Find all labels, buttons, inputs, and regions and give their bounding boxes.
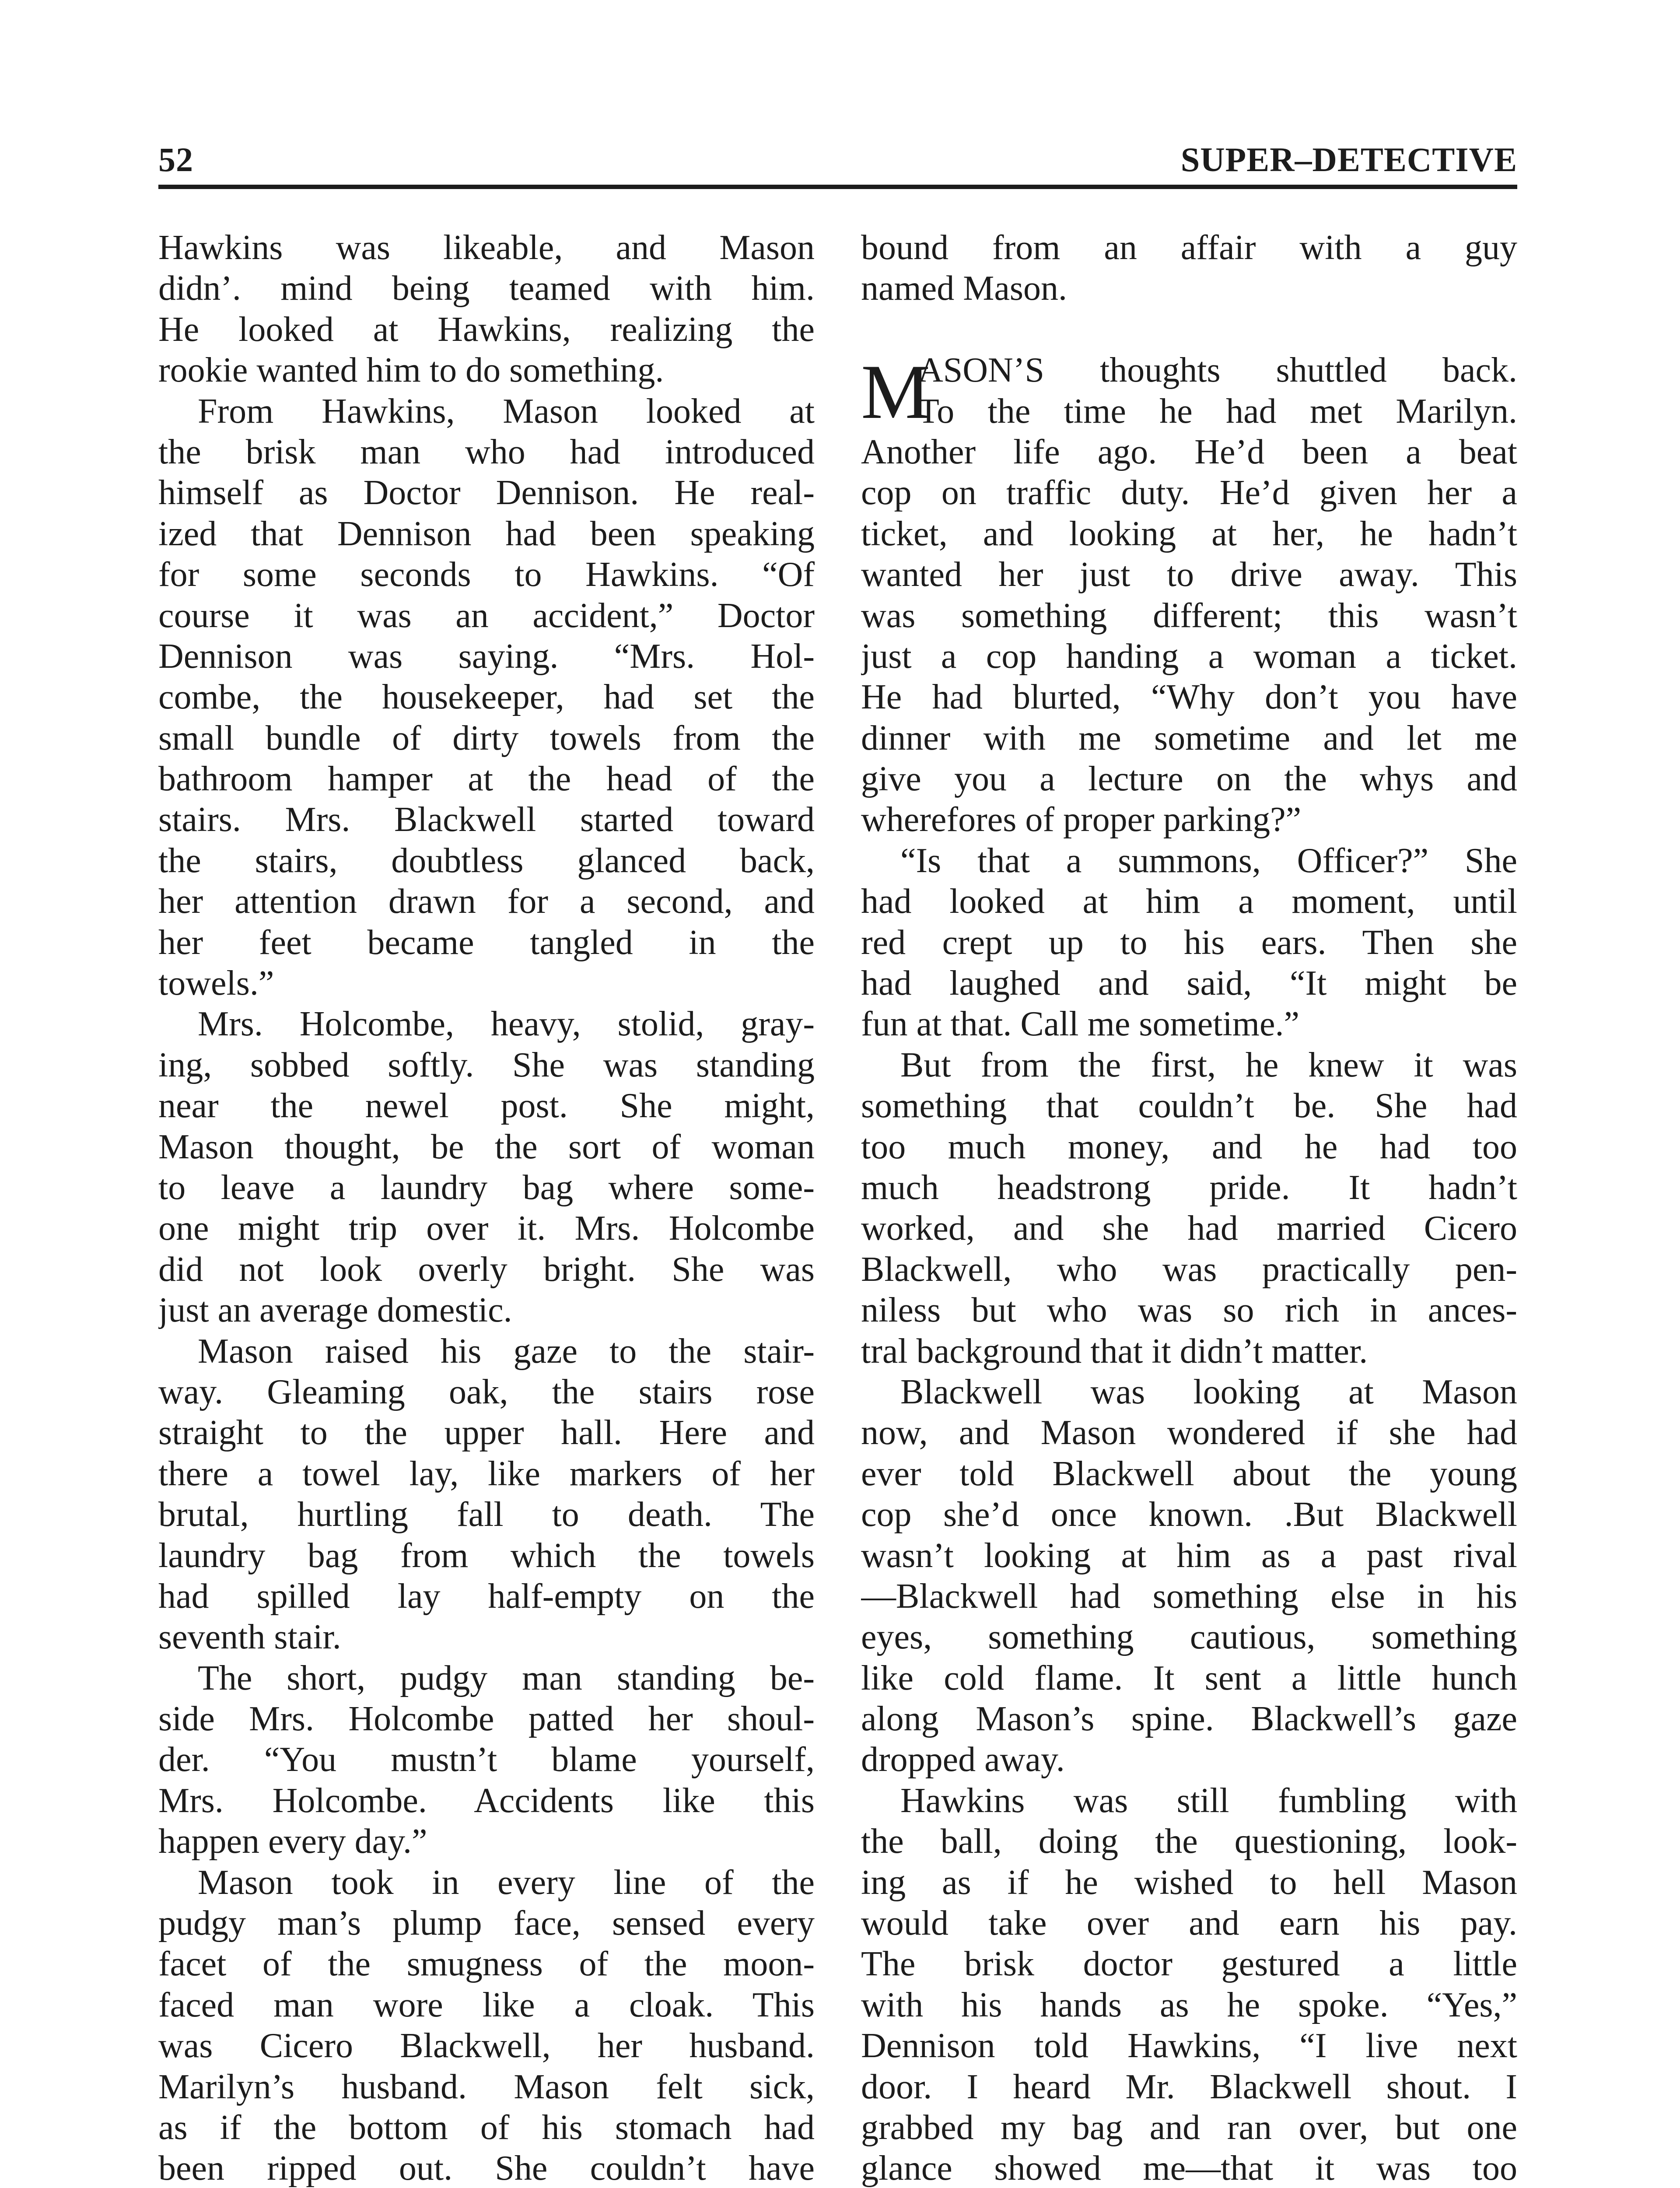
text-line: To the time he had met Marilyn. [918, 392, 1517, 431]
text-line: her feet became tangled in the [158, 923, 815, 962]
text-line: combe, the housekeeper, had set the [158, 678, 815, 717]
text-line: dinner with me sometime and let me [861, 719, 1517, 757]
text-line: cop on traffic duty. He’d given her a [861, 473, 1517, 512]
text-line: wherefores of proper parking?” [861, 800, 1302, 839]
text-line: had spilled lay half-empty on the [158, 1577, 815, 1616]
text-line: tral background that it didn’t matter. [861, 1332, 1368, 1371]
text-line: Blackwell was looking at Mason [900, 1372, 1517, 1411]
text-line: the brisk man who had introduced [158, 432, 815, 471]
text-line: for some seconds to Hawkins. “Of [158, 555, 815, 594]
text-line: Mrs. Holcombe, heavy, stolid, gray- [198, 1005, 815, 1044]
text-line: laundry bag from which the towels [158, 1536, 815, 1575]
text-line: Another life ago. He’d been a beat [861, 432, 1517, 471]
section-break [861, 309, 1517, 350]
text-line: glance showed me—that it was too [861, 2149, 1517, 2188]
text-line: small bundle of dirty towels from the [158, 719, 815, 757]
text-line: like cold flame. It sent a little hunch [861, 1659, 1517, 1697]
text-line: side Mrs. Holcombe patted her shoul- [158, 1700, 815, 1739]
text-line: Hawkins was still fumbling with [900, 1781, 1517, 1820]
text-line: facet of the smugness of the moon- [158, 1945, 815, 1984]
text-line: had looked at him a moment, until [861, 882, 1517, 921]
text-line: just a cop handing a woman a ticket. [861, 637, 1517, 676]
text-line: der. “You mustn’t blame yourself, [158, 1740, 815, 1779]
text-line: Dennison told Hawkins, “I live next [861, 2027, 1517, 2065]
text-line: towels.” [158, 964, 274, 1003]
text-line: ing as if he wished to hell Mason [861, 1863, 1517, 1902]
text-line: cop she’d once known. .But Blackwell [861, 1495, 1517, 1534]
text-line: near the newel post. She might, [158, 1087, 815, 1126]
text-line: was something different; this wasn’t [861, 596, 1517, 635]
right-column-continuation [861, 228, 1517, 309]
text-line: Mason raised his gaze to the stair- [198, 1332, 815, 1371]
text-line: now, and Mason wondered if she had [861, 1413, 1517, 1452]
text-line: niless but who was so rich in ances- [861, 1291, 1517, 1330]
text-line: along Mason’s spine. Blackwell’s gaze [861, 1700, 1517, 1739]
text-line: course it was an accident,” Doctor [158, 596, 815, 635]
text-line: happen every day.” [158, 1822, 427, 1861]
text-line: was Cicero Blackwell, her husband. [158, 2027, 815, 2065]
text-line: her attention drawn for a second, and [158, 882, 815, 921]
text-line: “Is that a summons, Officer?” She [900, 841, 1517, 880]
drop-cap-letter: M [861, 348, 931, 435]
text-line: too much money, and he had too [861, 1127, 1517, 1166]
text-line: —Blackwell had something else in his [861, 1577, 1517, 1616]
text-line: Mason thought, be the sort of woman [158, 1127, 815, 1166]
section-opening [861, 348, 1517, 435]
running-title: SUPER–DETECTIVE [1180, 140, 1517, 179]
text-line: ized that Dennison had been speaking [158, 514, 815, 553]
text-line: Mason took in every line of the [198, 1863, 815, 1902]
text-line: ASON’S thoughts shuttled back. [918, 351, 1517, 390]
text-line: bathroom hamper at the head of the [158, 760, 815, 799]
text-line: ing, sobbed softly. She was standing [158, 1045, 815, 1084]
text-line: pudgy man’s plump face, sensed every [158, 1904, 815, 1943]
right-column-body [861, 432, 1517, 2188]
text-line: didn’. mind being teamed with him. [158, 269, 815, 308]
text-line: there a towel lay, like markers of her [158, 1454, 815, 1493]
text-line: as if the bottom of his stomach had [158, 2108, 815, 2147]
text-line: the stairs, doubtless glanced back, [158, 841, 815, 880]
text-line: did not look overly bright. She was [158, 1250, 815, 1289]
page-header [158, 131, 1517, 179]
text-line: had laughed and said, “It might be [861, 964, 1517, 1003]
text-line: would take over and earn his pay. [861, 1904, 1517, 1943]
text-line: door. I heard Mr. Blackwell shout. I [861, 2067, 1517, 2106]
text-line: to leave a laundry bag where some- [158, 1168, 815, 1207]
text-line: been ripped out. She couldn’t have [158, 2149, 815, 2188]
text-line: fun at that. Call me sometime.” [861, 1005, 1299, 1044]
text-line: faced man wore like a cloak. This [158, 1985, 815, 2024]
text-line: just an average domestic. [158, 1291, 512, 1330]
text-line: seventh stair. [158, 1618, 341, 1657]
text-line: himself as Doctor Dennison. He real- [158, 473, 815, 512]
text-line: wasn’t looking at him as a past rival [861, 1536, 1517, 1575]
text-line: The short, pudgy man standing be- [198, 1659, 815, 1697]
text-line: From Hawkins, Mason looked at [198, 392, 815, 431]
text-line: rookie wanted him to do something. [158, 351, 664, 390]
text-line: ticket, and looking at her, he hadn’t [861, 514, 1517, 553]
text-line: He looked at Hawkins, realizing the [158, 310, 815, 349]
text-line: something that couldn’t be. She had [861, 1087, 1517, 1126]
text-line: He had blurted, “Why don’t you have [861, 678, 1517, 717]
text-line: red crept up to his ears. Then she [861, 923, 1517, 962]
text-line: Dennison was saying. “Mrs. Hol- [158, 637, 815, 676]
text-line: with his hands as he spoke. “Yes,” [861, 1985, 1517, 2024]
text-line: one might trip over it. Mrs. Holcombe [158, 1209, 815, 1248]
text-line: bound from an affair with a guy [861, 228, 1517, 267]
text-line: But from the first, he knew it was [900, 1045, 1517, 1084]
text-line: eyes, something cautious, something [861, 1618, 1517, 1657]
text-line: wanted her just to drive away. This [861, 555, 1517, 594]
text-line: the ball, doing the questioning, look- [861, 1822, 1517, 1861]
text-line: Blackwell, who was practically pen- [861, 1250, 1517, 1289]
right-text-column [861, 228, 1517, 2188]
text-line: grabbed my bag and ran over, but one [861, 2108, 1517, 2147]
text-line: dropped away. [861, 1740, 1065, 1779]
text-line: much headstrong pride. It hadn’t [861, 1168, 1517, 1207]
text-line: The brisk doctor gestured a little [861, 1945, 1517, 1984]
header-rule [158, 185, 1517, 189]
text-line: Hawkins was likeable, and Mason [158, 228, 815, 267]
text-line: straight to the upper hall. Here and [158, 1413, 815, 1452]
page-number: 52 [158, 140, 193, 179]
text-line: give you a lecture on the whys and [861, 760, 1517, 799]
text-line: stairs. Mrs. Blackwell started toward [158, 800, 815, 839]
text-line: Marilyn’s husband. Mason felt sick, [158, 2067, 815, 2106]
text-line: brutal, hurtling fall to death. The [158, 1495, 815, 1534]
text-line: ever told Blackwell about the young [861, 1454, 1517, 1493]
text-line: named Mason. [861, 269, 1068, 308]
left-text-column [158, 228, 815, 2188]
text-line: way. Gleaming oak, the stairs rose [158, 1372, 815, 1411]
text-line: worked, and she had married Cicero [861, 1209, 1517, 1248]
text-line: Mrs. Holcombe. Accidents like this [158, 1781, 815, 1820]
